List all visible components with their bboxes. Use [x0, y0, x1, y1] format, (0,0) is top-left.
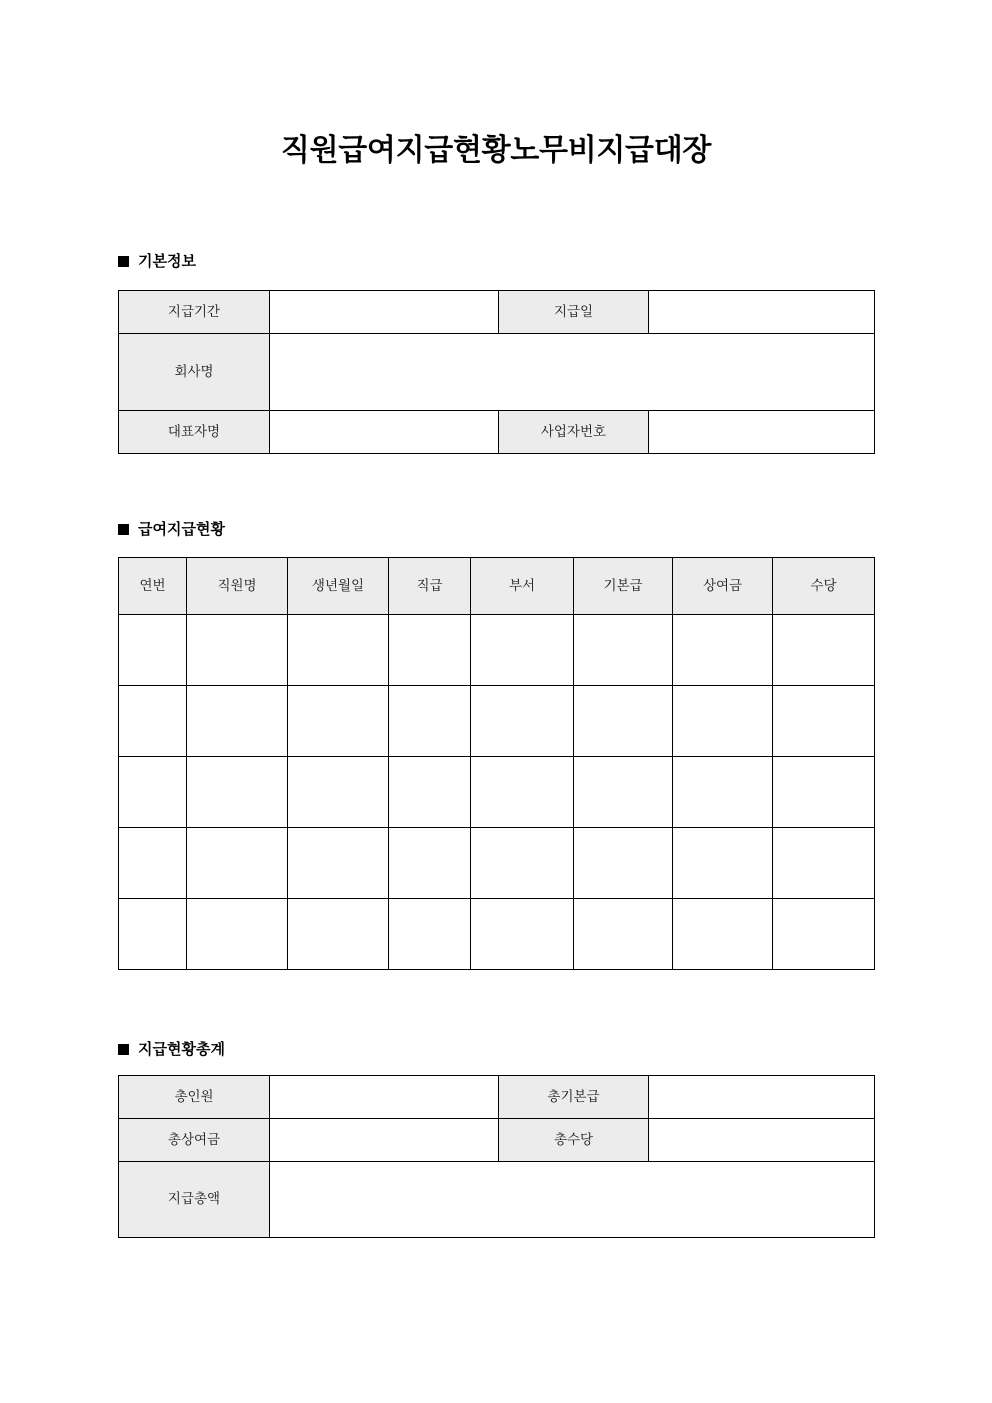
table-row	[119, 686, 875, 757]
filled-square-bullet-icon	[118, 1044, 129, 1055]
label-payment-period: 지급기간	[119, 291, 270, 334]
label-grand-total: 지급총액	[119, 1162, 270, 1238]
cell-seq[interactable]	[119, 615, 187, 686]
column-header-bonus: 상여금	[673, 558, 773, 615]
label-company-name: 회사명	[119, 334, 270, 411]
cell-bonus[interactable]	[673, 828, 773, 899]
table-row	[119, 1162, 875, 1238]
table-row	[119, 291, 875, 334]
label-total-headcount: 총인원	[119, 1076, 270, 1119]
column-header-employee: 직원명	[187, 558, 288, 615]
table-row	[119, 1076, 875, 1119]
label-payment-date: 지급일	[499, 291, 649, 334]
label-representative-name: 대표자명	[119, 411, 270, 454]
cell-birthdate[interactable]	[288, 615, 389, 686]
field-business-number[interactable]	[649, 411, 875, 454]
cell-bonus[interactable]	[673, 686, 773, 757]
cell-seq[interactable]	[119, 828, 187, 899]
cell-bonus[interactable]	[673, 615, 773, 686]
cell-employee[interactable]	[187, 757, 288, 828]
field-total-allowance[interactable]	[649, 1119, 875, 1162]
column-header-base-pay: 기본급	[574, 558, 673, 615]
column-header-allowance: 수당	[773, 558, 875, 615]
cell-position[interactable]	[389, 615, 471, 686]
field-total-base-pay[interactable]	[649, 1076, 875, 1119]
column-header-seq: 연번	[119, 558, 187, 615]
cell-position[interactable]	[389, 686, 471, 757]
section-heading-label: 급여지급현황	[138, 520, 225, 538]
column-header-position: 직급	[389, 558, 471, 615]
cell-department[interactable]	[471, 899, 574, 970]
column-header-birthdate: 생년월일	[288, 558, 389, 615]
cell-position[interactable]	[389, 757, 471, 828]
table-row	[119, 334, 875, 411]
table-row	[119, 411, 875, 454]
cell-department[interactable]	[471, 615, 574, 686]
payroll-status-table	[118, 557, 875, 970]
cell-birthdate[interactable]	[288, 757, 389, 828]
cell-position[interactable]	[389, 899, 471, 970]
cell-base-pay[interactable]	[574, 899, 673, 970]
cell-birthdate[interactable]	[288, 899, 389, 970]
field-payment-date[interactable]	[649, 291, 875, 334]
cell-department[interactable]	[471, 686, 574, 757]
label-total-allowance: 총수당	[499, 1119, 649, 1162]
cell-employee[interactable]	[187, 686, 288, 757]
cell-base-pay[interactable]	[574, 615, 673, 686]
cell-birthdate[interactable]	[288, 686, 389, 757]
column-header-department: 부서	[471, 558, 574, 615]
cell-allowance[interactable]	[773, 899, 875, 970]
filled-square-bullet-icon	[118, 256, 129, 267]
cell-employee[interactable]	[187, 899, 288, 970]
section-heading-payment-totals	[118, 1042, 225, 1057]
filled-square-bullet-icon	[118, 524, 129, 535]
field-representative-name[interactable]	[270, 411, 499, 454]
cell-seq[interactable]	[119, 686, 187, 757]
cell-allowance[interactable]	[773, 615, 875, 686]
cell-employee[interactable]	[187, 828, 288, 899]
cell-allowance[interactable]	[773, 757, 875, 828]
cell-birthdate[interactable]	[288, 828, 389, 899]
section-heading-label: 기본정보	[138, 252, 196, 270]
cell-department[interactable]	[471, 828, 574, 899]
cell-base-pay[interactable]	[574, 757, 673, 828]
cell-allowance[interactable]	[773, 686, 875, 757]
page-title: 직원급여지급현황노무비지급대장	[280, 133, 712, 168]
cell-seq[interactable]	[119, 899, 187, 970]
field-payment-period[interactable]	[270, 291, 499, 334]
table-row	[119, 1119, 875, 1162]
label-total-base-pay: 총기본급	[499, 1076, 649, 1119]
field-total-headcount[interactable]	[270, 1076, 499, 1119]
section-heading-label: 지급현황총계	[138, 1040, 225, 1058]
table-row	[119, 757, 875, 828]
label-business-number: 사업자번호	[499, 411, 649, 454]
table-row	[119, 899, 875, 970]
table-header-row	[119, 558, 875, 615]
cell-bonus[interactable]	[673, 757, 773, 828]
field-total-bonus[interactable]	[270, 1119, 499, 1162]
label-total-bonus: 총상여금	[119, 1119, 270, 1162]
cell-allowance[interactable]	[773, 828, 875, 899]
table-row	[119, 615, 875, 686]
cell-department[interactable]	[471, 757, 574, 828]
payment-totals-table	[118, 1075, 875, 1238]
cell-bonus[interactable]	[673, 899, 773, 970]
field-grand-total[interactable]	[270, 1162, 875, 1238]
section-heading-basic-info	[118, 254, 196, 269]
cell-base-pay[interactable]	[574, 828, 673, 899]
field-company-name[interactable]	[270, 334, 875, 411]
section-heading-payroll-status	[118, 522, 225, 537]
cell-seq[interactable]	[119, 757, 187, 828]
table-row	[119, 828, 875, 899]
cell-base-pay[interactable]	[574, 686, 673, 757]
basic-info-table	[118, 290, 875, 454]
cell-position[interactable]	[389, 828, 471, 899]
cell-employee[interactable]	[187, 615, 288, 686]
